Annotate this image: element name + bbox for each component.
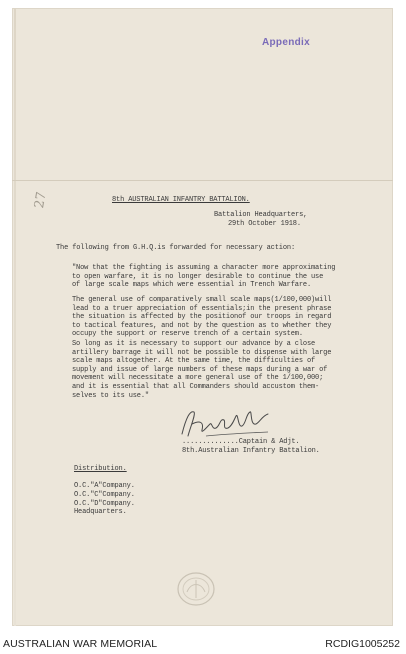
- distribution-list: O.C."A"Company. O.C."C"Company. O.C."D"Company. Headquarters.: [74, 482, 135, 517]
- letter-date: 29th October 1918.: [228, 220, 301, 228]
- folio-number: 27: [32, 190, 50, 210]
- paragraph-2: The general use of comparatively small scale maps(1/100,000)will lead to a truer appreciation of essentials;in the present phrase the situation is affected by the positionof our troops in regard to tactical features, and not by the question as to whether they occupy the support or reserve trench of a certain system.: [72, 296, 332, 339]
- letter-heading: 8th AUSTRALIAN INFANTRY BATTALION.: [112, 196, 250, 204]
- distribution-heading: Distribution.: [74, 465, 127, 473]
- archive-name: AUSTRALIAN WAR MEMORIAL: [3, 638, 158, 650]
- paragraph-3: So long as it is necessary to support our advance by a close artillery barrage it will not be possible to dispense with large scale maps altogether. At the same time, the difficulties of supply and issue of large numbers of these maps during a war of movement will necessitate a more general use of the 1/100,000; and it is essential that all Commanders should accustom them- selves to its use.": [72, 340, 332, 400]
- signature-rank: ..............Captain & Adjt.: [182, 438, 300, 446]
- embossed-seal: [175, 570, 217, 608]
- handwritten-signature: [176, 398, 272, 442]
- signature-unit: 8th.Australian Infantry Battalion.: [182, 447, 320, 455]
- paper-fold: [12, 180, 393, 181]
- appendix-annotation: Appendix: [262, 37, 310, 48]
- headquarters-line: Battalion Headquarters,: [214, 211, 308, 219]
- intro-line: The following from G.H.Q.is forwarded for necessary action:: [56, 244, 295, 252]
- archive-footer: [0, 626, 406, 654]
- sheet-edge: [14, 8, 16, 626]
- paragraph-1: "Now that the fighting is assuming a character more approximating to open warfare, it is no longer desirable to continue the use of large scale maps which were essential in Trench Warfare.: [72, 264, 336, 290]
- record-id: RCDIG1005252: [325, 638, 400, 650]
